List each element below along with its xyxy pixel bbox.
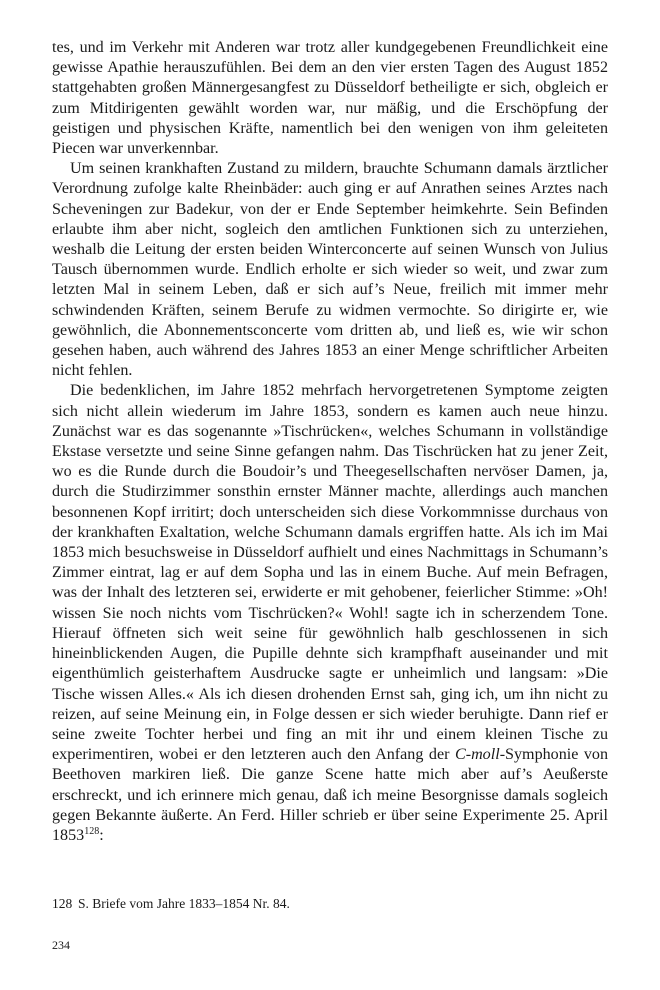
paragraph-text: -Symphonie von Beethoven markiren ließ. Die ganze Scene hatte mich aber auf’s Aeußerste erschreckt, und ich erinnere mich genau, daß ich meine Besorgnisse damals sogleich gegen Bekannte äußerte. An Ferd. Hiller schrieb er über seine Experimente 25. April 1853 xyxy=(52,746,609,844)
footnote-reference: 128 xyxy=(84,825,100,837)
page-body xyxy=(52,38,608,846)
paragraph-text: Um seinen krankhaften Zustand zu mildern, brauchte Schumann damals ärztlicher Verordnung zufolge kalte Rheinbäder: auch ging er auf Anrathen seines Arztes nach Scheveningen zur Badekur, von der er Ende September heimkehrte. Sein Befinden erlaubte ihm aber nicht, sogleich den amtlichen Funktionen sich zu unterziehen, weshalb die Leitung der ersten beiden Winterconcerte auf seinen Wunsch von Julius Tausch übernommen wurde. Endlich erholte er sich wieder so weit, und zwar zum letzten Mal in seinem Leben, daß er sich auf’s Neue, freilich mit immer mehr schwindenden Kräften, seinem Berufe zu widmen vermochte. So dirigirte er, wie gewöhnlich, die Abonnementsconcerte vom dritten ab, und ließ es, wie wir schon gesehen haben, auch während des Jahres 1853 an einer Menge schriftlicher Arbeiten nicht fehlen. xyxy=(52,160,608,380)
paragraph-text: tes, und im Verkehr mit Anderen war trotz aller kundgegebenen Freundlichkeit eine gewisse Apathie herauszufühlen. Bei dem an den vier ersten Tagen des August 1852 stattgehabten großen Männergesangfest zu Düsseldorf betheiligte er sich, obgleich er zum Mitdirigenten gewählt worden war, nur mäßig, und die Erschöpfung der geistigen und physischen Kräfte, namentlich bei den wenigen von ihm geleiteten Piecen war unverkennbar. xyxy=(52,39,608,158)
footnote xyxy=(52,895,608,912)
body-paragraph xyxy=(52,381,608,846)
footnote-text: S. Briefe vom Jahre 1833–1854 Nr. 84. xyxy=(78,896,290,911)
paragraph-text: Die bedenklichen, im Jahre 1852 mehrfach hervorgetretenen Symptome zeigten sich nicht allein wiederum im Jahre 1853, sondern es kamen auch neue hinzu. Zunächst war es das sogenannte »Tischrücken«, welches Schumann in vollständige Ekstase versetzte und seine Sinne gefangen nahm. Das Tischrücken hat zu jener Zeit, wo es die Runde durch die Boudoir’s und Theegesellschaften nervöser Damen, ja, durch die Studirzimmer sonsthin ernster Männer machte, allerdings auch manchen besonnenen Kopf irritirt; doch unterscheiden sich diese Vorkommnisse durchaus von der krankhaften Exaltation, welche Schumann damals ergriffen hatte. Als ich im Mai 1853 mich besuchsweise in Düsseldorf aufhielt und eines Nachmittags in Schumann’s Zimmer eintrat, lag er auf dem Sopha und las in einem Buche. Auf mein Befragen, was der Inhalt des letzteren sei, erwiderte er mit gehobener, feierlicher Stimme: »Oh! wissen Sie noch nichts vom Tischrücken?« Wohl! sagte ich in scherzendem Tone. Hierauf öffneten sich weit seine für gewöhnlich halb geschlossenen in sich hineinblickenden Augen, die Pupille dehnte sich krampfhaft auseinander und mit eigenthümlich geisterhaftem Ausdrucke sagte er unheimlich und langsam: »Die Tische wissen Alles.« Als ich diesen drohenden Ernst sah, ging ich, um ihn nicht zu reizen, auf seine Meinung ein, in Folge dessen er sich wieder beruhigte. Dann rief er seine zweite Tochter herbei und fing an mit ihr und einem kleinen Tische zu experimentiren, wobei er den letzteren auch den Anfang der xyxy=(52,382,608,764)
page-number: 234 xyxy=(52,938,70,952)
body-paragraph xyxy=(52,38,608,159)
italic-term: C-moll xyxy=(454,746,500,764)
body-paragraph xyxy=(52,159,608,381)
paragraph-text: : xyxy=(99,826,104,844)
footnote-number: 128 xyxy=(52,896,73,911)
